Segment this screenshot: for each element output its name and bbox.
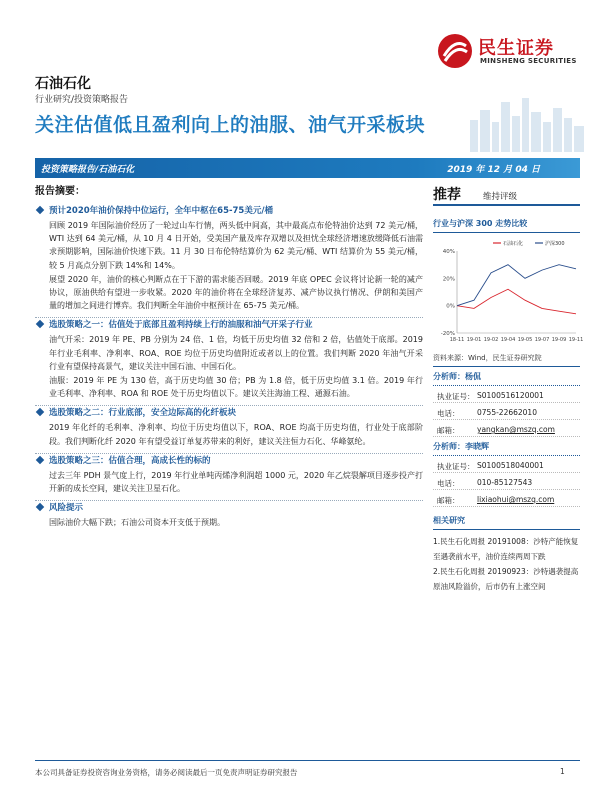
- footer-disclaimer: 本公司具备证券投资咨询业务资格，请务必阅读最后一页免责声明证券研究报告: [35, 768, 298, 777]
- x-tick-label: 19-07: [534, 337, 550, 343]
- paragraph: 国际油价大幅下跌；石油公司资本开支低于预期。: [49, 518, 225, 528]
- report-date: 2019 年 12 月 04 日: [447, 165, 540, 175]
- field-value: S0100516120001: [477, 391, 544, 400]
- section-title-text: 选股策略之二：行业底部，安全边际高的化纤板块: [49, 408, 237, 419]
- related-item[interactable]: 1.民生石化周报 20191008：沙特产能恢复至遇袭前水平，油价连续两周下跌: [433, 537, 579, 561]
- y-tick-label: 40%: [442, 249, 455, 255]
- section-title-text: 预计2020年油价保持中位运行，全年中枢在65-75美元/桶: [49, 206, 273, 216]
- diamond-bullet-icon: [36, 320, 44, 328]
- analyst-name: 分析师：杨侃: [433, 371, 580, 386]
- section-title-text: 风险提示: [49, 503, 84, 514]
- brand-name-en: MINSHENG SECURITIES: [480, 57, 577, 65]
- section-title: [35, 453, 423, 468]
- rating-row: [433, 182, 580, 206]
- minsheng-logo-icon: [436, 32, 474, 70]
- diamond-bullet-icon: [36, 408, 44, 416]
- analyst-email-row: [433, 490, 580, 507]
- section-title-text: 选股策略之一：估值处于底部且盈利持续上行的油服和油气开采子行业: [49, 320, 313, 331]
- analyst-license-row: [433, 456, 580, 473]
- section-title-text: 选股策略之三：估值合理，高成长性的标的: [49, 455, 211, 466]
- diamond-bullet-icon: [36, 503, 44, 511]
- x-tick-label: 19-05: [517, 337, 533, 343]
- report-subcategory: 行业研究/投资策略报告: [35, 95, 129, 105]
- y-tick-label: 20%: [442, 276, 455, 283]
- chart-source: 资料来源：Wind，民生证券研究院: [433, 353, 580, 367]
- email-link[interactable]: lixiaohui@mszq.com: [477, 495, 555, 504]
- section-title: [35, 405, 423, 420]
- paragraph: 油气开采：2019 年 PE、PB 分别为 24 倍、1 倍，均低于历史均值 32 倍和 2 倍，估值处于底部。2019 年行业毛利率、净利率、ROA、ROE 均位于历史均值附近或者以上的位置。我们判断 2020 年油气开采行业有望保持高景气，建议关注中国石油、中国石化。: [49, 335, 423, 371]
- x-tick-label: 19-04: [500, 337, 516, 343]
- related-research-title: 相关研究: [433, 515, 580, 530]
- brand-name-cn: 民生证券: [478, 38, 554, 59]
- field-label: 邮箱：: [437, 496, 460, 505]
- company-logo: [436, 30, 576, 72]
- trend-chart: [433, 237, 584, 347]
- section-title: [35, 204, 423, 218]
- legend-label: 沪深300: [545, 241, 565, 247]
- paragraph: 回顾 2019 年国际油价经历了一轮过山车行情，两头低中间高，其中最高点布伦特油价达到 72 美元/桶，WTI 达到 64 美元/桶，从 10 月 4 日开始，受美国产量及库存双增以及担忧全球经济增速放缓降低石油需求预期影响，国际油价快速下跌。11 月 30 日布伦特结算价为 62 美元/桶、WTI 结算价为 55 美元/桶，较 5 月高点分别下跌 14%和 14%。: [49, 221, 423, 270]
- x-tick-label: 18-11: [449, 337, 465, 343]
- page-number: 1: [560, 767, 565, 776]
- report-headline: 关注估值低且盈利向上的油服、油气开采板块: [35, 114, 426, 136]
- paragraph: 油服：2019 年 PE 为 130 倍，高于历史均值 30 倍；PB 为 1.8 倍，低于历史均值 3.1 倍。2019 年行业毛利率、净利率、ROA 和 ROE 处于历史均值以下。建议关注海油工程、通源石油。: [49, 376, 423, 399]
- rating-value: 推荐: [433, 187, 461, 203]
- x-tick-label: 19-02: [483, 337, 499, 343]
- trend-chart-svg: [433, 237, 584, 347]
- field-value: S0100518040001: [477, 461, 544, 470]
- field-value: 0755-22662010: [477, 408, 537, 417]
- series-line: [457, 289, 576, 314]
- section-title: [35, 317, 423, 332]
- report-info-band: [35, 158, 580, 178]
- city-skyline-image: [460, 92, 590, 152]
- analyst-name: 分析师：李晓辉: [433, 441, 580, 456]
- x-tick-label: 19-01: [466, 337, 482, 343]
- analyst-phone-row: [433, 403, 580, 420]
- analyst-email-row: [433, 420, 580, 437]
- section-title: [35, 500, 423, 515]
- paragraph: 过去三年 PDH 景气度上行，2019 年行业单吨丙烯净利润超 1000 元，2020 年乙烷裂解项目逐步投产打开新的成长空间，建议关注卫星石化。: [49, 470, 423, 494]
- analyst-license-row: [433, 386, 580, 403]
- x-tick-label: 19-09: [551, 337, 567, 343]
- report-abstract: [35, 200, 423, 529]
- sector-title: 石油石化: [35, 76, 91, 92]
- chart-title: 行业与沪深 300 走势比较: [433, 218, 580, 233]
- x-tick-label: 19-11: [568, 337, 584, 343]
- field-label: 执业证号：: [437, 392, 475, 401]
- sidebar: [433, 182, 584, 594]
- series-line: [457, 265, 576, 306]
- field-label: 电话：: [437, 409, 460, 418]
- diamond-bullet-icon: [36, 206, 44, 214]
- paragraph: 2019 年化纤的毛利率、净利率、均位于历史均值以下，ROA、ROE 均高于历史均值，行业处于底部阶段。我们判断化纤 2020 年有望受益订单复苏带来的利好，建议关注恒力石化、华峰氨纶。: [49, 423, 423, 446]
- report-type-label: 投资策略报告/石油石化: [41, 165, 135, 175]
- related-research-list: [433, 534, 580, 594]
- email-link[interactable]: yangkan@mszq.com: [477, 425, 555, 434]
- rating-note: 维持评级: [483, 192, 518, 202]
- paragraph: 展望 2020 年，油价的核心判断点在于下游的需求能否回暖。2019 年底 OPEC 会议将讨论新一轮的减产协议，原油供给有望进一步收紧。2020 年的油价将在全球经济复苏、减产协议执行情况、伊朗和美国产量的增加之间进行博弈。我们判断全年油价中枢预计在 65-75 美元/桶。: [49, 274, 423, 311]
- field-label: 邮箱：: [437, 426, 460, 435]
- abstract-label: 报告摘要：: [35, 186, 85, 197]
- related-item[interactable]: 2.民生石化周报 20190923：沙特遇袭提高原油风险溢价，后市仍有上涨空间: [433, 567, 579, 591]
- diamond-bullet-icon: [36, 456, 44, 464]
- y-tick-label: 0%: [446, 303, 455, 310]
- field-value: 010-85127543: [477, 478, 533, 487]
- y-tick-label: -20%: [440, 331, 455, 337]
- legend-label: 石油石化: [503, 241, 524, 247]
- footer-divider: [35, 760, 580, 761]
- field-label: 电话：: [437, 479, 460, 488]
- analyst-phone-row: [433, 473, 580, 490]
- field-label: 执业证号：: [437, 462, 475, 471]
